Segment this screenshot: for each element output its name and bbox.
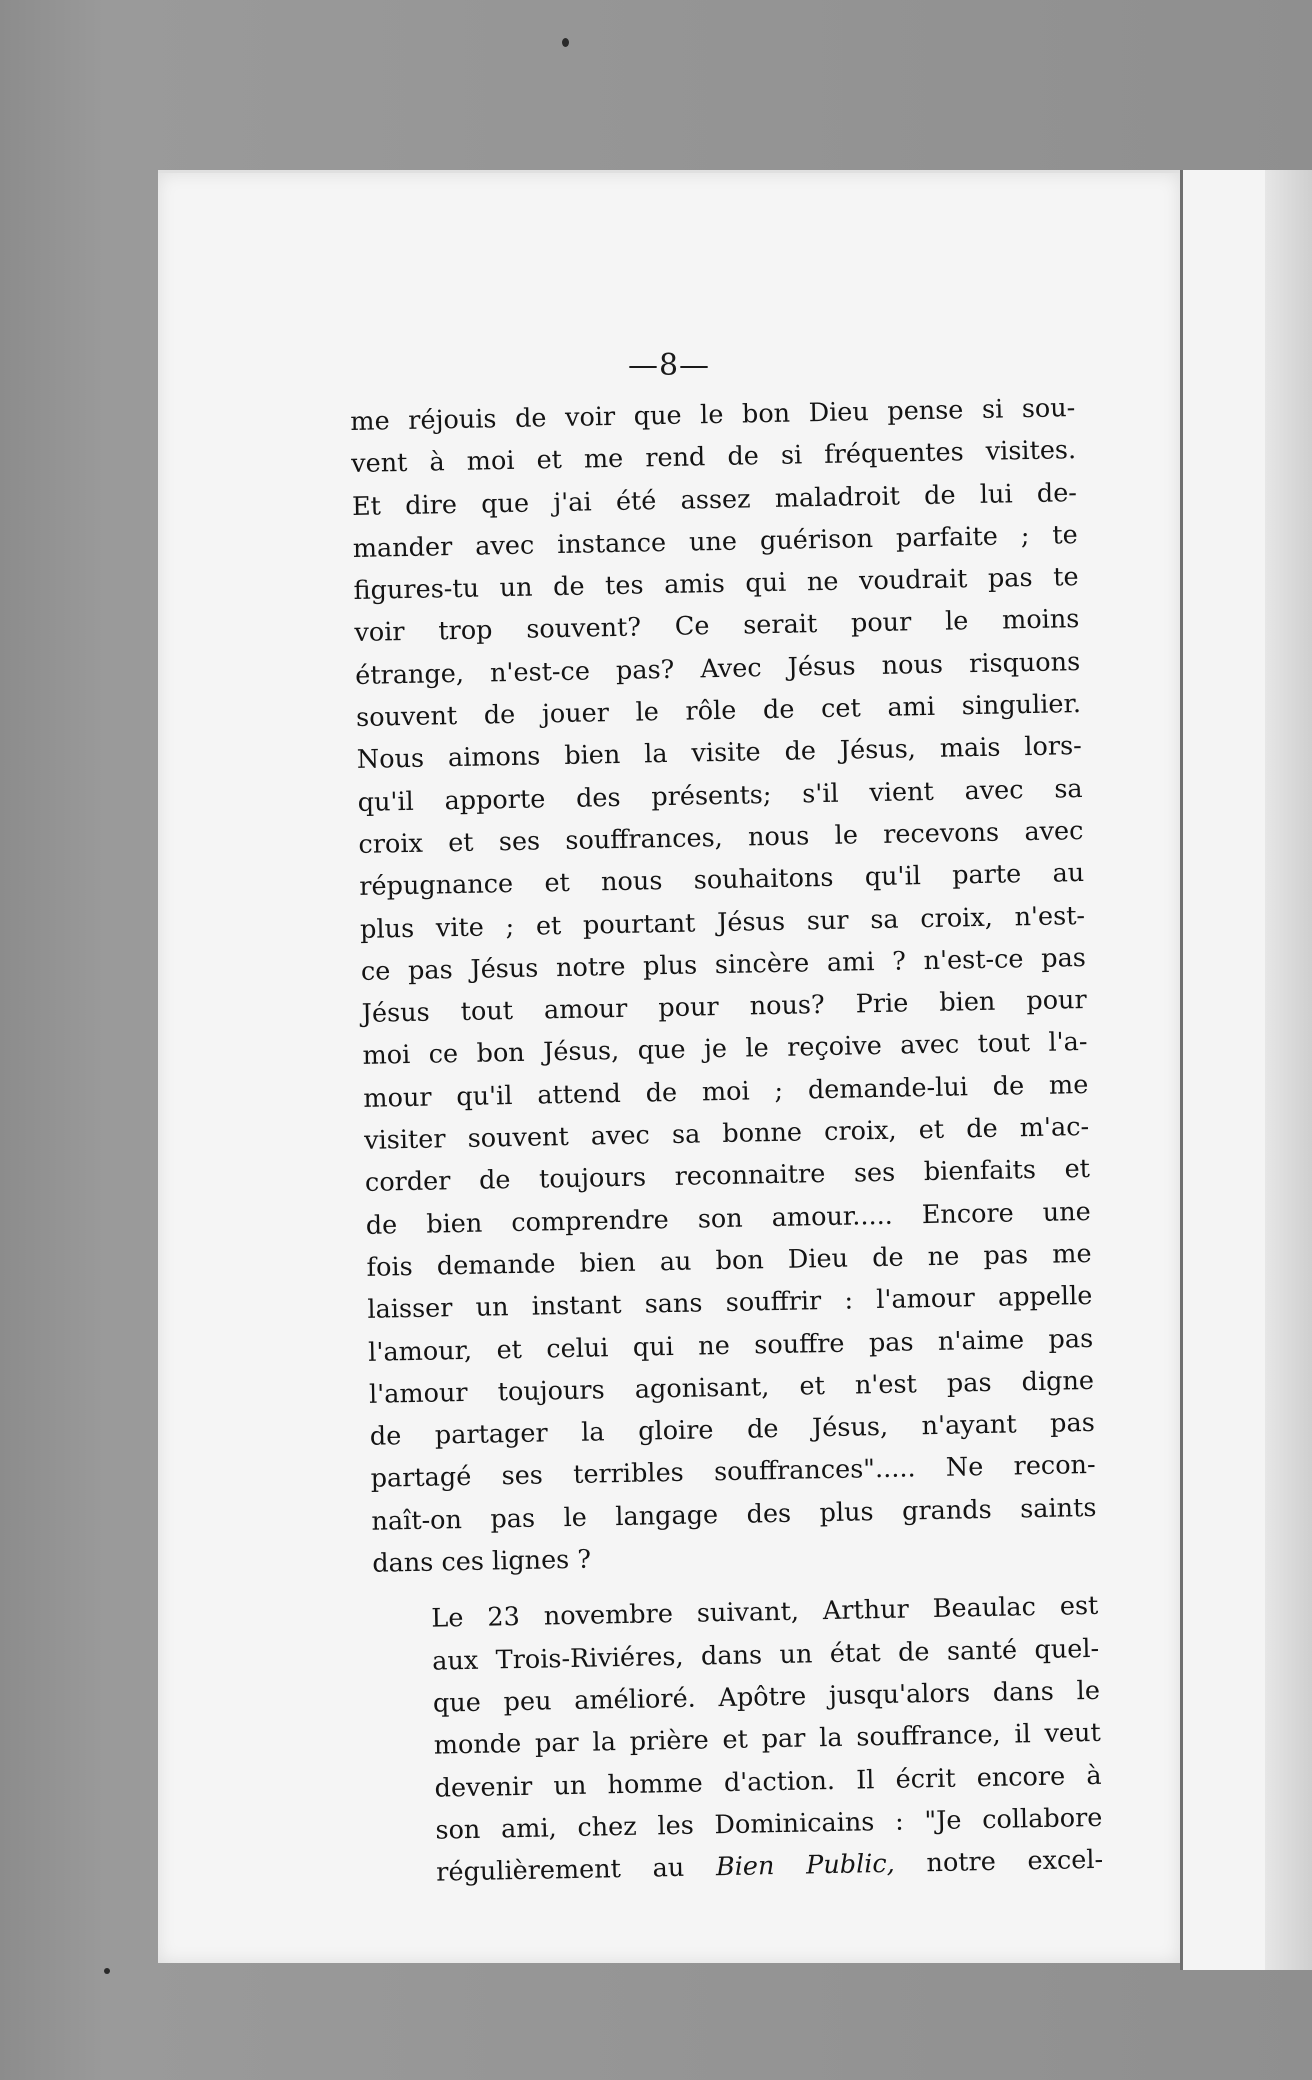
- text-line: Jésus tout amour pour nous? Prie bien pour: [361, 985, 1087, 1030]
- text-line: mander avec instance une guérison parfaite ; te: [352, 519, 1078, 564]
- text-line: souvent de jouer le rôle de cet ami singulier.: [355, 689, 1082, 734]
- scan-speck: [104, 1968, 110, 1974]
- text-line: Nous aimons bien la visite de Jésus, mais lors-: [356, 731, 1083, 776]
- body-text: [350, 387, 1104, 1895]
- text-line: l'amour, et celui qui ne souffre pas n'aime pas: [367, 1323, 1094, 1368]
- text-line: Et dire que j'ai été assez maladroit de lui de-: [351, 477, 1078, 522]
- text-line: visiter souvent avec sa bonne croix, et de m'ac-: [363, 1111, 1090, 1156]
- text-fragment: régulièrement au: [435, 1852, 717, 1888]
- text-line: vent à moi et me rend de si fréquentes visites.: [350, 435, 1077, 480]
- page-number: —8—: [627, 348, 711, 383]
- newspaper-title: Bien Public,: [715, 1848, 896, 1883]
- paragraph-2: [373, 1585, 1104, 1895]
- text-line: devenir un homme d'action. Il écrit encore à: [434, 1760, 1102, 1804]
- text-line: monde par la prière et par la souffrance, il veut: [433, 1718, 1101, 1761]
- text-line: répugnance et nous souhaitons qu'il parte au: [359, 858, 1085, 903]
- paragraph-1: [350, 387, 1098, 1585]
- book-page: [158, 170, 1180, 1963]
- text-line: mour qu'il attend de moi ; demande-lui de me: [363, 1069, 1089, 1114]
- text-line: plus vite ; et pourtant Jésus sur sa croix, n'est-: [359, 900, 1086, 945]
- text-line: moi ce bon Jésus, que je le reçoive avec tout l'a-: [362, 1027, 1088, 1072]
- text-line: l'amour toujours agonisant, et n'est pas digne: [368, 1365, 1095, 1410]
- text-line: que peu amélioré. Apôtre jusqu'alors dans le: [432, 1675, 1101, 1719]
- text-line: me réjouis de voir que le bon Dieu pense si sou-: [350, 393, 1076, 437]
- text-line: figures-tu un de tes amis qui ne voudrait pas te: [353, 562, 1079, 607]
- text-line: de partager la gloire de Jésus, n'ayant pas: [369, 1408, 1096, 1452]
- text-line: laisser un instant sans souffrir : l'amour appelle: [367, 1281, 1093, 1326]
- text-line: fois demande bien au bon Dieu de ne pas me: [366, 1238, 1092, 1283]
- text-line: voir trop souvent? Ce serait pour le moins: [354, 604, 1080, 649]
- text-line: étrange, n'est-ce pas? Avec Jésus nous risquons: [354, 646, 1081, 691]
- text-line: de bien comprendre son amour..... Encore une: [365, 1196, 1091, 1241]
- text-line: ce pas Jésus notre plus sincère ami ? n'est-ce pas: [360, 942, 1087, 987]
- text-line: qu'il apporte des présents; s'il vient avec sa: [357, 773, 1083, 818]
- text-line: corder de toujours reconnaitre ses bienfaits et: [364, 1154, 1091, 1199]
- text-line: aux Trois-Riviéres, dans un état de santé quel-: [431, 1633, 1100, 1677]
- text-line: son ami, chez les Dominicains : "Je collabore: [435, 1802, 1103, 1846]
- scan-speck: [562, 38, 569, 47]
- text-line: partagé ses terribles souffrances"..... Ne recon-: [370, 1450, 1096, 1495]
- text-line: Le 23 novembre suivant, Arthur Beaulac est: [431, 1591, 1099, 1634]
- text-fragment: notre excel-: [894, 1844, 1104, 1879]
- text-line: croix et ses souffrances, nous le recevons avec: [358, 815, 1084, 860]
- folder-cover-edge: [1265, 170, 1312, 1970]
- text-line: naît-on pas le langage des plus grands saints: [371, 1492, 1097, 1537]
- text-line: dans ces lignes ?: [372, 1544, 592, 1579]
